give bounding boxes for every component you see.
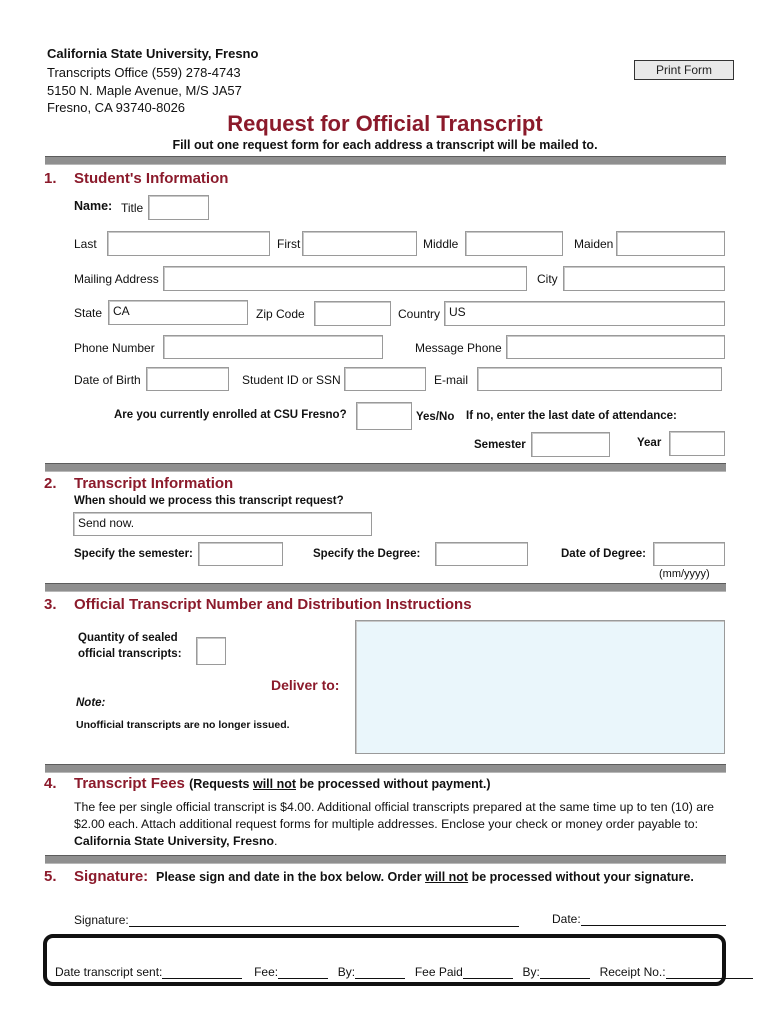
specify-degree-input[interactable] (435, 542, 528, 566)
first-label: First (277, 237, 301, 251)
maiden-name-input[interactable] (616, 231, 725, 256)
middle-label: Middle (423, 237, 459, 251)
section1-title: Student's Information (74, 170, 229, 187)
state-input[interactable]: CA (108, 300, 248, 325)
note-text: Unofficial transcripts are no longer issued. (76, 719, 290, 731)
student-id-label: Student ID or SSN (242, 373, 341, 387)
office-use-fields (55, 965, 753, 979)
specify-degree-label: Specify the Degree: (313, 548, 421, 560)
receipt-label: Receipt No.: (599, 965, 666, 979)
section-divider (45, 463, 726, 472)
title-input[interactable] (148, 195, 209, 220)
date-of-degree-label: Date of Degree: (561, 548, 646, 560)
last-name-input[interactable] (107, 231, 270, 256)
if-no-text: If no, enter the last date of attendance: (466, 410, 677, 422)
email-label: E-mail (434, 373, 469, 387)
date-of-degree-input[interactable] (653, 542, 725, 566)
payment-requirement: (Requests will not be processed without payment.) (189, 777, 491, 791)
year-label: Year (637, 437, 662, 449)
phone-input[interactable] (163, 335, 383, 359)
office-address-line1: 5150 N. Maple Avenue, M/S JA57 (47, 83, 242, 98)
section3-number: 3. (44, 596, 57, 613)
yes-no-label: Yes/No (416, 411, 455, 423)
middle-name-input[interactable] (465, 231, 563, 256)
enrolled-input[interactable] (356, 402, 412, 430)
section4-heading (74, 775, 491, 792)
country-input[interactable]: US (444, 301, 725, 326)
section1-number: 1. (44, 170, 57, 187)
city-label: City (537, 272, 558, 286)
office-phone: Transcripts Office (559) 278-4743 (47, 65, 241, 80)
process-question: When should we process this transcript request? (74, 495, 344, 507)
signature-instructions: Please sign and date in the box below. Order will not be processed without your signature. (156, 870, 694, 884)
section-divider (45, 156, 726, 165)
name-label: Name: (74, 199, 113, 213)
page-title: Request for Official Transcript (227, 111, 543, 136)
enrolled-question: Are you currently enrolled at CSU Fresno? (114, 409, 347, 421)
last-label: Last (74, 237, 97, 251)
date-format-hint: (mm/yyyy) (659, 568, 710, 580)
deliver-to-label: Deliver to: (271, 677, 340, 693)
zip-label: Zip Code (256, 307, 305, 321)
quantity-label-line1: Quantity of sealed (78, 632, 178, 644)
office-address-line2: Fresno, CA 93740-8026 (47, 100, 186, 115)
section4-number: 4. (44, 775, 57, 792)
by-label-2: By: (522, 965, 540, 979)
mailing-address-label: Mailing Address (74, 272, 159, 286)
section4-title: Transcript Fees (74, 775, 185, 792)
by-label-1: By: (337, 965, 356, 979)
state-label: State (74, 306, 103, 320)
print-form-button[interactable]: Print Form (634, 60, 734, 80)
semester-label: Semester (474, 439, 526, 451)
quantity-input[interactable] (196, 637, 226, 665)
date-label: Date: (552, 912, 581, 926)
quantity-label-line2: official transcripts: (78, 648, 182, 660)
dob-input[interactable] (146, 367, 229, 391)
last-year-input[interactable] (669, 431, 725, 456)
specify-semester-label: Specify the semester: (74, 548, 193, 560)
section-divider (45, 855, 726, 864)
section5-number: 5. (44, 868, 57, 885)
page-subtitle: Fill out one request form for each address a transcript will be mailed to. (172, 138, 598, 152)
university-name: California State University, Fresno (47, 46, 259, 61)
signature-label: Signature: (74, 913, 129, 927)
email-input[interactable] (477, 367, 722, 391)
fee-paid-label: Fee Paid (414, 965, 463, 979)
country-label: Country (398, 307, 441, 321)
section2-title: Transcript Information (74, 475, 234, 492)
signature-line[interactable] (74, 913, 519, 927)
date-sent-label: Date transcript sent: (55, 965, 163, 979)
last-semester-input[interactable] (531, 432, 610, 457)
section3-title: Official Transcript Number and Distribution Instructions (74, 596, 472, 613)
deliver-to-address-box[interactable] (355, 620, 725, 754)
city-input[interactable] (563, 266, 725, 291)
maiden-label: Maiden (574, 237, 614, 251)
process-timing-select[interactable]: Send now. (73, 512, 372, 536)
message-phone-label: Message Phone (415, 341, 502, 355)
dob-label: Date of Birth (74, 373, 141, 387)
phone-label: Phone Number (74, 341, 155, 355)
fee-label: Fee: (254, 965, 279, 979)
student-id-input[interactable] (344, 367, 426, 391)
section-divider (45, 583, 726, 592)
fee-paragraph: The fee per single official transcript is $4.00. Additional official transcripts prepared at the same time up to ten (10) are $2.00 each. Attach additional request forms for multiple addresses. Enclose your check or money order payable to: California State University, Fresno. (74, 800, 715, 848)
title-label: Title (121, 201, 144, 215)
mailing-address-input[interactable] (163, 266, 527, 291)
payee-name: California State University, Fresno (74, 834, 274, 848)
section2-number: 2. (44, 475, 57, 492)
note-label: Note: (76, 697, 106, 709)
first-name-input[interactable] (302, 231, 417, 256)
section-divider (45, 764, 726, 773)
zip-input[interactable] (314, 301, 391, 326)
date-line[interactable] (552, 912, 726, 926)
section5-title: Signature: (74, 868, 149, 885)
specify-semester-input[interactable] (198, 542, 283, 566)
message-phone-input[interactable] (506, 335, 725, 359)
